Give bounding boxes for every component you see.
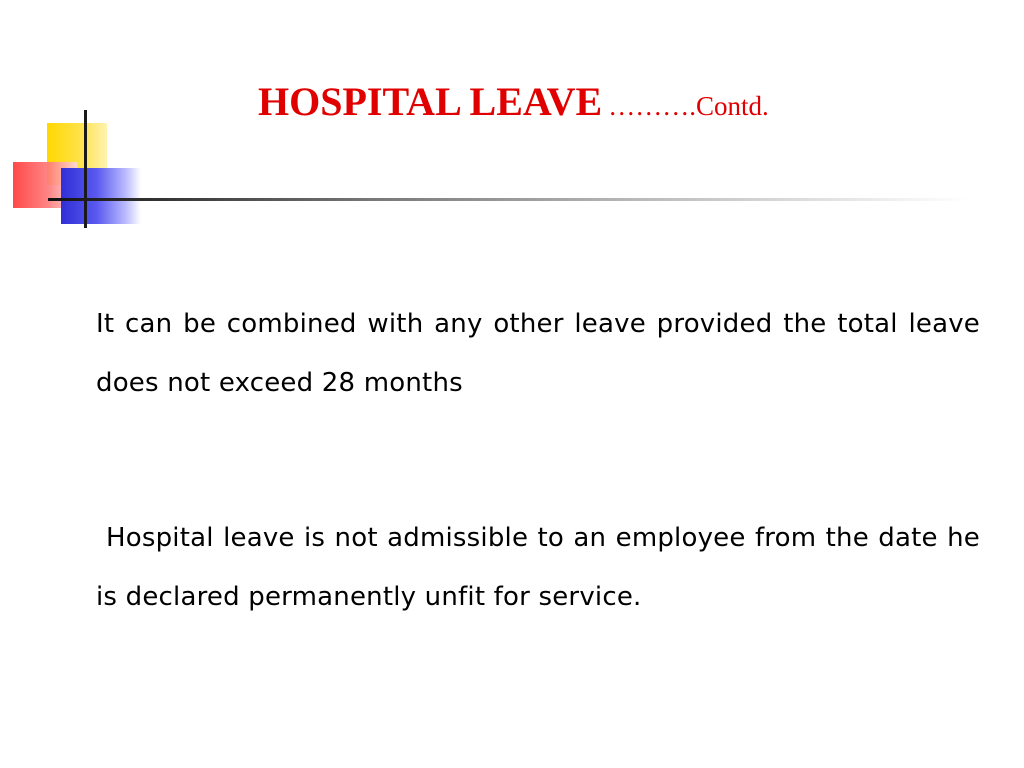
decorative-blue-square (61, 168, 141, 224)
decorative-horizontal-rule (48, 198, 968, 201)
slide-title-main: HOSPITAL LEAVE (258, 79, 603, 124)
slide-title-suffix: ……….Contd. (608, 91, 769, 121)
body-paragraph-2: Hospital leave is not admissible to an employee from the date he is declared permanently unfit for service. (96, 523, 980, 612)
decorative-vertical-line (84, 110, 87, 228)
body-paragraph-1: It can be combined with any other leave provided the total leave does not exceed 28 months (96, 309, 980, 398)
slide-title (258, 78, 769, 125)
